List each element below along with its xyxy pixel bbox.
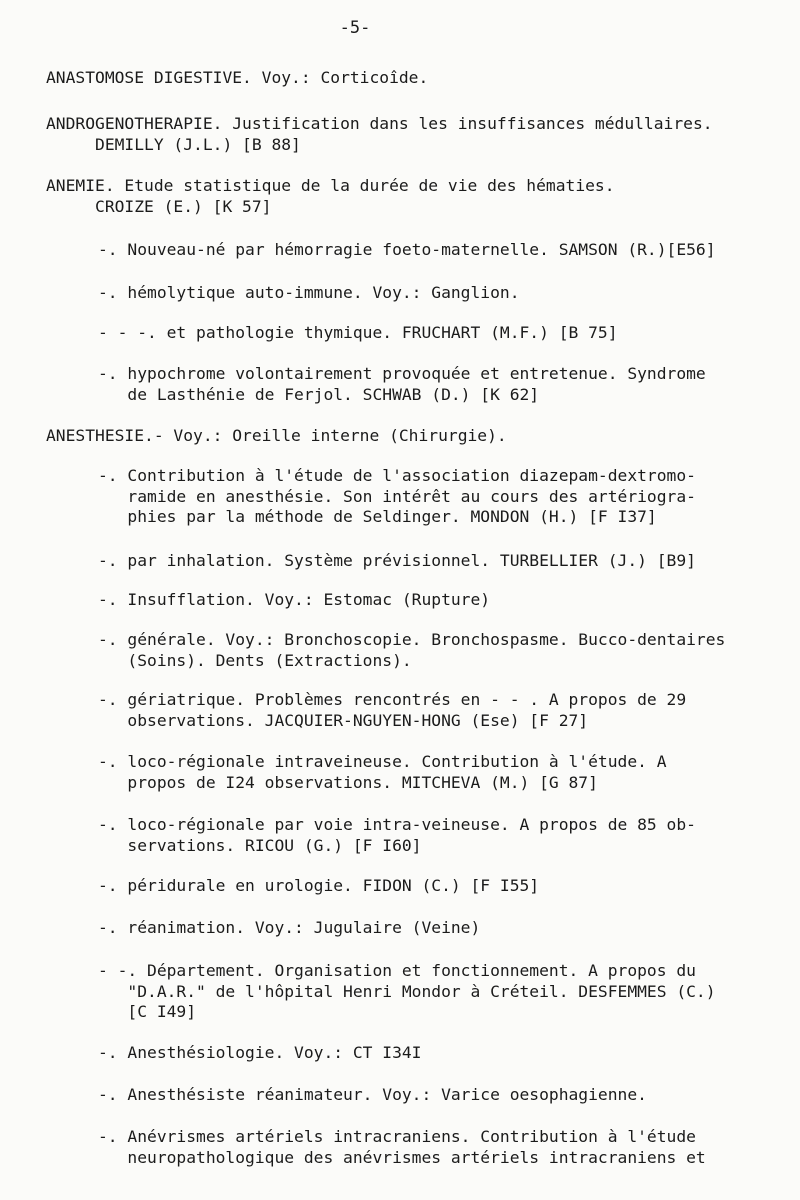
entry-line: ANDROGENOTHERAPIE. Justification dans les insuffisances médullaires.: [46, 114, 713, 133]
entry-line: -. hémolytique auto-immune. Voy.: Ganglion.: [98, 283, 520, 302]
entry-line: propos de I24 observations. MITCHEVA (M.) [G 87]: [98, 772, 598, 792]
entry-line: -. réanimation. Voy.: Jugulaire (Veine): [98, 918, 481, 937]
index-subentry: [98, 1127, 800, 1168]
index-subentry: [98, 1085, 800, 1106]
entry-line: -. Anesthésiologie. Voy.: CT I34I: [98, 1043, 422, 1062]
index-subentry: [98, 690, 800, 731]
entry-line: -. gériatrique. Problèmes rencontrés en - - . A propos de 29: [98, 690, 687, 709]
index-subentry: [98, 590, 800, 611]
index-subentry: [98, 240, 800, 261]
entry-line: -. Nouveau-né par hémorragie foeto-maternelle. SAMSON (R.)[E56]: [98, 240, 716, 259]
entry-line: -. loco-régionale intraveineuse. Contribution à l'étude. A: [98, 752, 667, 771]
index-entry-anemie: [46, 176, 800, 217]
entry-line: ramide en anesthésie. Son intérêt au cours des artériogra-: [98, 486, 696, 506]
entry-line: -. péridurale en urologie. FIDON (C.) [F I55]: [98, 876, 540, 895]
index-subentry: [98, 1043, 800, 1064]
index-subentry: [98, 283, 800, 304]
entry-line: ANESTHESIE.- Voy.: Oreille interne (Chirurgie).: [46, 426, 507, 445]
index-subentry: [98, 752, 800, 793]
entry-line: "D.A.R." de l'hôpital Henri Mondor à Créteil. DESFEMMES (C.): [98, 981, 716, 1001]
index-entry-anesthesie: [46, 426, 800, 447]
entry-line: -. Insufflation. Voy.: Estomac (Rupture): [98, 590, 491, 609]
index-subentry: [98, 466, 800, 528]
entry-line: ANEMIE. Etude statistique de la durée de vie des hématies.: [46, 176, 615, 195]
index-entry-androgenotherapie: [46, 114, 800, 155]
entry-line: - -. Département. Organisation et fonctionnement. A propos du: [98, 961, 696, 980]
entry-line: [C I49]: [98, 1002, 197, 1021]
index-subentry: [98, 551, 800, 572]
entry-line: -. Contribution à l'étude de l'association diazepam-dextromo-: [98, 466, 696, 485]
entry-line: de Lasthénie de Ferjol. SCHWAB (D.) [K 62]: [98, 384, 540, 404]
index-entry-anastomose: [46, 68, 800, 89]
index-subentry: [98, 918, 800, 939]
entry-line: servations. RICOU (G.) [F I60]: [98, 835, 422, 855]
entry-line: -. Anévrismes artériels intracraniens. Contribution à l'étude: [98, 1127, 696, 1146]
page-number: -5-: [339, 18, 371, 38]
entry-line: DEMILLY (J.L.) [B 88]: [46, 134, 301, 154]
entry-line: ANASTOMOSE DIGESTIVE. Voy.: Corticoîde.: [46, 68, 429, 87]
entry-line: -. loco-régionale par voie intra-veineuse. A propos de 85 ob-: [98, 815, 696, 834]
entry-line: phies par la méthode de Seldinger. MONDON (H.) [F I37]: [98, 507, 657, 526]
index-subentry: [98, 364, 800, 405]
entry-line: (Soins). Dents (Extractions).: [98, 650, 412, 670]
index-subentry: [98, 323, 800, 344]
index-subentry: [98, 630, 800, 671]
entry-line: CROIZE (E.) [K 57]: [46, 196, 272, 216]
entry-line: - - -. et pathologie thymique. FRUCHART (M.F.) [B 75]: [98, 323, 618, 342]
index-subentry: [98, 815, 800, 856]
entry-line: neuropathologique des anévrismes artériels intracraniens et: [98, 1147, 706, 1167]
entry-line: -. par inhalation. Système prévisionnel. TURBELLIER (J.) [B9]: [98, 551, 696, 570]
entry-line: -. générale. Voy.: Bronchoscopie. Bronchospasme. Bucco-dentaires: [98, 630, 726, 649]
index-subentry: [98, 961, 800, 1023]
entry-line: observations. JACQUIER-NGUYEN-HONG (Ese) [F 27]: [98, 710, 589, 730]
entry-line: -. Anesthésiste réanimateur. Voy.: Varice oesophagienne.: [98, 1085, 647, 1104]
index-subentry: [98, 876, 800, 897]
entry-line: -. hypochrome volontairement provoquée et entretenue. Syndrome: [98, 364, 706, 383]
